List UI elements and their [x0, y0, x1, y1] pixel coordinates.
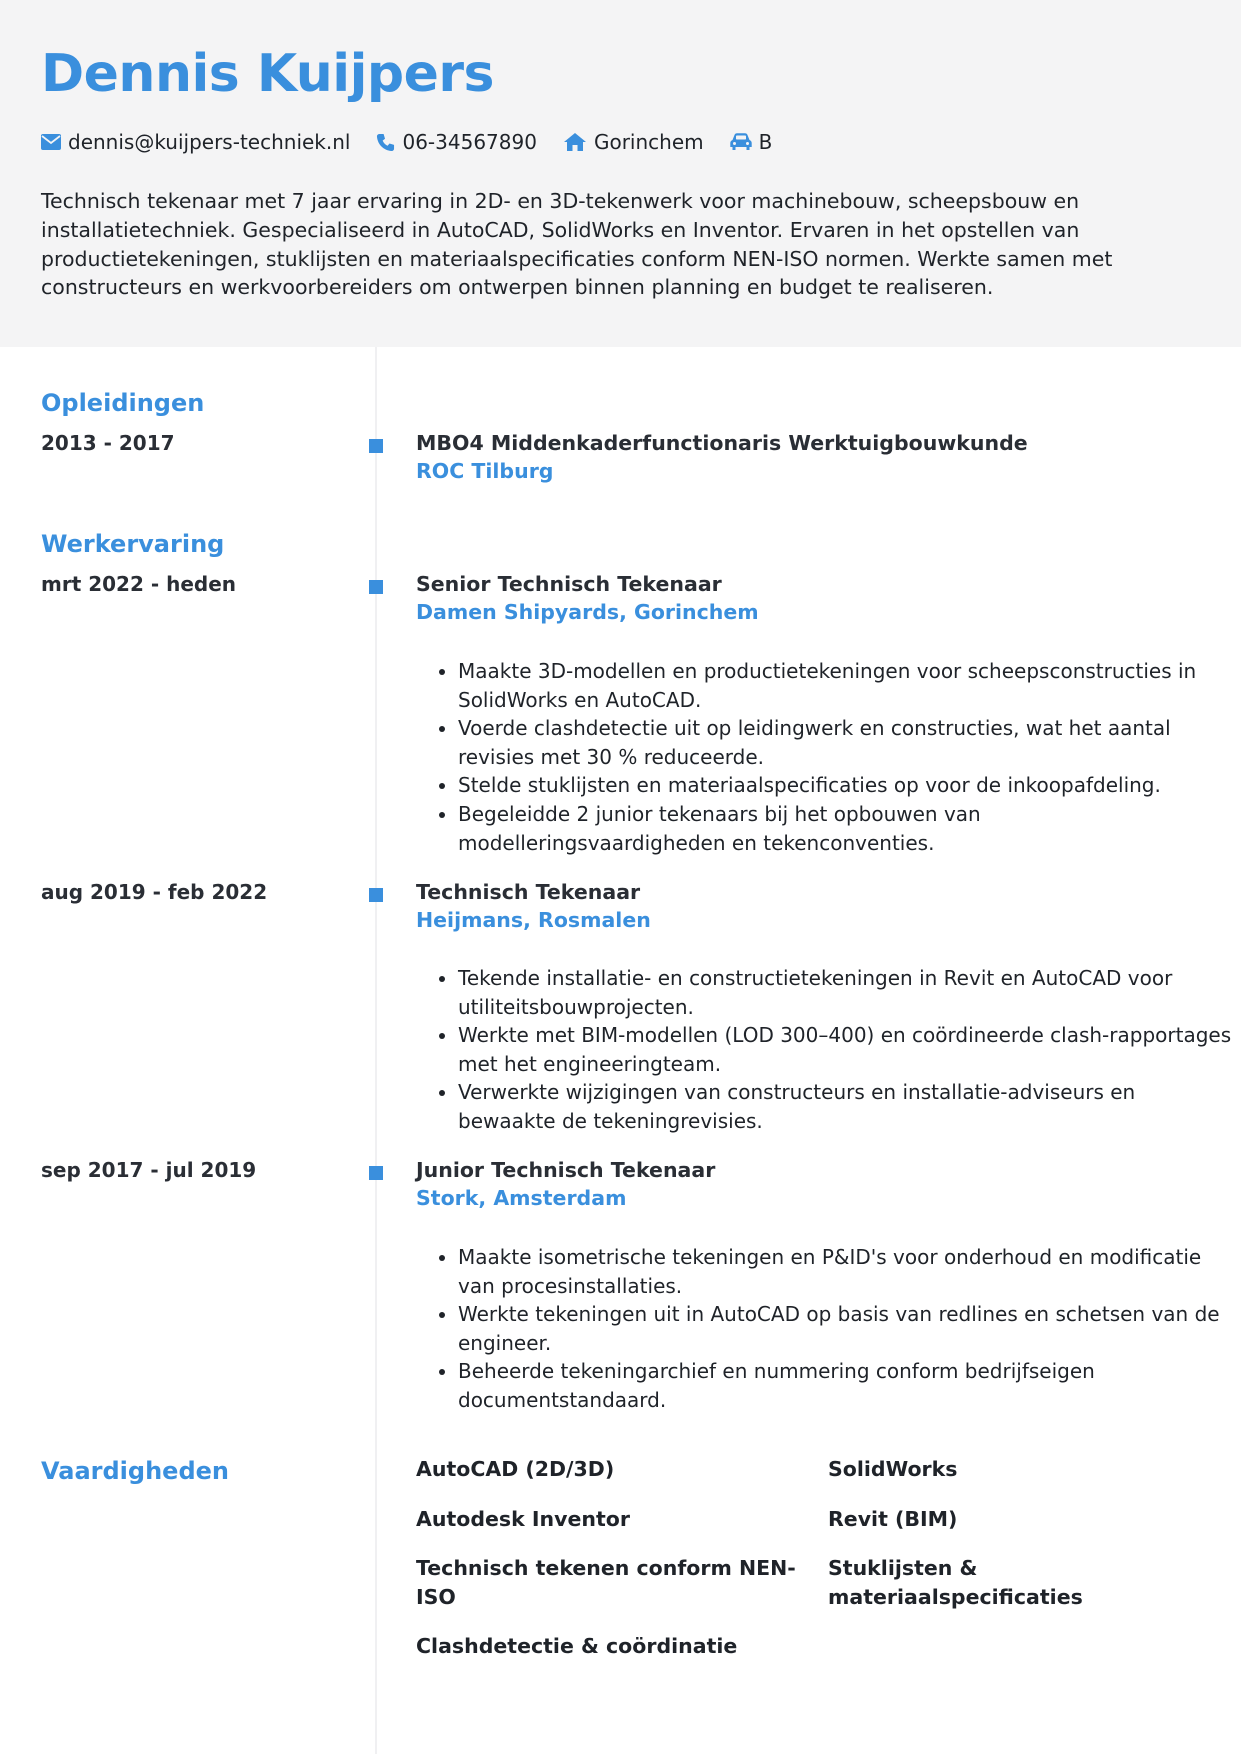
skill-item: Autodesk Inventor	[416, 1507, 630, 1531]
skill-item: Revit (BIM)	[828, 1507, 958, 1531]
list-item: • Beheerde tekeningarchief en nummering conform bedrijfseigen documentstandaard.	[458, 1357, 1238, 1414]
job-bullets	[416, 1243, 1238, 1415]
job-company: Heijmans, Rosmalen	[416, 908, 651, 932]
list-item: • Voerde clashdetectie uit op leidingwerk en constructies, wat het aantal revisies met 30 % reduceerde.	[458, 714, 1238, 771]
education-school: ROC Tilburg	[416, 459, 554, 483]
list-item: • Stelde stuklijsten en materiaalspecificaties op voor de inkoopafdeling.	[458, 771, 1238, 800]
email-text: dennis@kuijpers-techniek.nl	[68, 130, 351, 154]
job-role: Senior Technisch Tekenaar	[416, 572, 722, 596]
contact-city	[563, 130, 704, 154]
job-role: Junior Technisch Tekenaar	[416, 1158, 716, 1182]
list-item: • Tekende installatie- en constructietekeningen in Revit en AutoCAD voor utiliteitsbouwprojecten.	[458, 964, 1238, 1021]
section-title-experience: Werkervaring	[41, 530, 225, 558]
job-period: mrt 2022 - heden	[41, 572, 237, 596]
list-item: • Verwerkte wijzigingen van constructeurs en installatie-adviseurs en bewaakte de tekeningrevisies.	[458, 1078, 1238, 1135]
skill-item: Stuklijsten & materiaalspecificaties	[828, 1556, 1083, 1609]
education-degree: MBO4 Middenkaderfunctionaris Werktuigbouwkunde	[416, 431, 1028, 455]
list-item: • Maakte isometrische tekeningen en P&ID's voor onderhoud en modificatie van procesinstallaties.	[458, 1243, 1238, 1300]
timeline-marker	[369, 580, 383, 594]
job-bullets	[416, 964, 1238, 1136]
skill-item: SolidWorks	[828, 1457, 958, 1481]
job-period: sep 2017 - jul 2019	[41, 1158, 257, 1182]
section-title-education: Opleidingen	[41, 389, 205, 417]
contact-license	[730, 130, 773, 154]
profile-summary: Technisch tekenaar met 7 jaar ervaring in 2D- en 3D-tekenwerk voor machinebouw, scheepsbouw en installatietechniek. Gespecialiseerd in AutoCAD, SolidWorks en Inventor. Ervaren in het opstellen van productietekeningen, stuklijsten en materiaalspecificaties conform NEN-ISO normen. Werkte samen met constructeurs en werkvoorbereiders om ontwerpen binnen planning en budget te realiseren.	[41, 189, 1113, 300]
contact-phone[interactable]	[376, 130, 536, 154]
envelope-icon	[41, 134, 61, 150]
phone-icon	[376, 133, 395, 152]
timeline-divider	[375, 347, 377, 1754]
contact-bar	[41, 127, 798, 157]
skill-item: AutoCAD (2D/3D)	[416, 1457, 615, 1481]
candidate-name: Dennis Kuijpers	[41, 44, 494, 104]
list-item: • Begeleidde 2 junior tekenaars bij het opbouwen van modelleringsvaardigheden en tekenconventies.	[458, 800, 1238, 857]
timeline-marker	[369, 439, 383, 453]
city-text: Gorinchem	[593, 130, 704, 154]
list-item: • Werkte tekeningen uit in AutoCAD op basis van redlines en schetsen van de engineer.	[458, 1300, 1238, 1357]
list-item: • Maakte 3D-modellen en productietekeningen voor scheepsconstructies in SolidWorks en AutoCAD.	[458, 657, 1238, 714]
job-period: aug 2019 - feb 2022	[41, 880, 268, 904]
job-role: Technisch Tekenaar	[416, 880, 641, 904]
license-text: B	[758, 130, 773, 154]
job-company: Stork, Amsterdam	[416, 1186, 627, 1210]
contact-email[interactable]	[41, 130, 350, 154]
education-period: 2013 - 2017	[41, 431, 175, 455]
timeline-marker	[369, 1166, 383, 1180]
header	[0, 0, 1241, 347]
home-icon	[563, 132, 587, 152]
phone-text: 06-34567890	[402, 130, 537, 154]
job-bullets	[416, 657, 1238, 857]
timeline-marker	[369, 888, 383, 902]
car-icon	[730, 133, 752, 151]
list-item: • Werkte met BIM-modellen (LOD 300–400) en coördineerde clash-rapportages met het engineeringteam.	[458, 1021, 1238, 1078]
job-company: Damen Shipyards, Gorinchem	[416, 600, 759, 624]
skill-item: Clashdetectie & coördinatie	[416, 1634, 738, 1658]
skill-item: Technisch tekenen conform NEN-ISO	[416, 1556, 796, 1609]
section-title-skills: Vaardigheden	[41, 1457, 229, 1485]
